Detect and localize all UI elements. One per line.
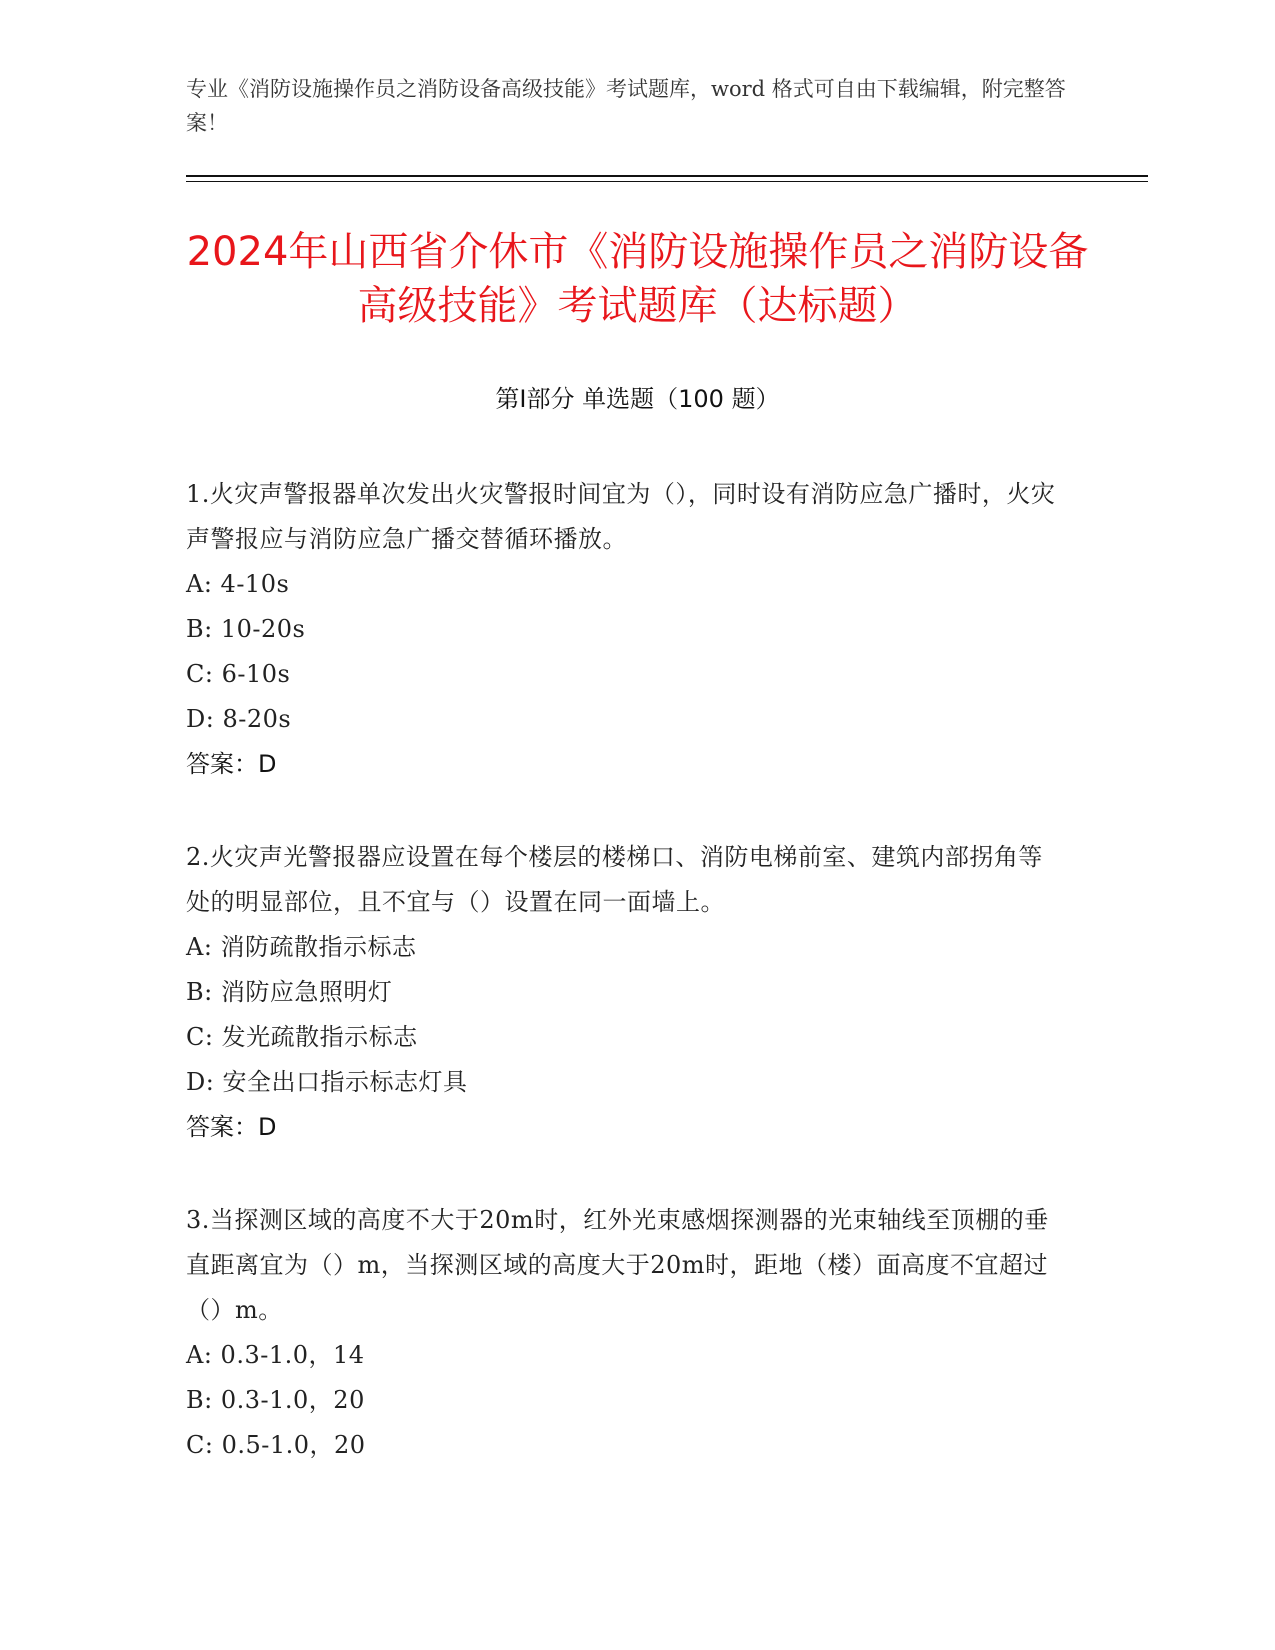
question-2 — [186, 835, 1066, 1150]
option-d: D: 安全出口指示标志灯具 — [186, 1068, 468, 1096]
option-d: D: 8-20s — [186, 705, 292, 733]
question-1 — [186, 472, 1066, 787]
option-b: B: 消防应急照明灯 — [186, 978, 393, 1006]
question-text: 2.火灾声光警报器应设置在每个楼层的楼梯口、消防电梯前室、建筑内部拐角等处的明显部位，且不宜与（）设置在同一面墙上。 — [186, 843, 1043, 916]
option-c: C: 0.5-1.0，20 — [186, 1431, 366, 1459]
option-b: B: 0.3-1.0，20 — [186, 1386, 365, 1414]
document-title: 2024年山西省介休市《消防设施操作员之消防设备高级技能》考试题库（达标题） — [186, 229, 1089, 329]
section-heading: 第Ⅰ部分 单选题（100 题） — [495, 385, 780, 413]
option-b: B: 10-20s — [186, 615, 306, 643]
option-c: C: 6-10s — [186, 660, 291, 688]
answer-line: 答案：D — [186, 1113, 277, 1141]
answer-line: 答案：D — [186, 750, 277, 778]
document-header-note: 专业《消防设施操作员之消防设备高级技能》考试题库，word 格式可自由下载编辑，附完整答案！ — [186, 77, 1066, 135]
question-3 — [186, 1198, 1066, 1468]
question-list — [186, 472, 1066, 1516]
header-divider-thick — [186, 175, 1148, 177]
option-a: A: 消防疏散指示标志 — [186, 933, 417, 961]
option-c: C: 发光疏散指示标志 — [186, 1023, 418, 1051]
question-text: 3.当探测区域的高度不大于20m时，红外光束感烟探测器的光束轴线至顶棚的垂直距离宜为（）m，当探测区域的高度大于20m时，距地（楼）面高度不宜超过（）m。 — [186, 1206, 1049, 1324]
header-divider-thin — [186, 181, 1148, 182]
question-text: 1.火灾声警报器单次发出火灾警报时间宜为（），同时设有消防应急广播时，火灾声警报应与消防应急广播交替循环播放。 — [186, 480, 1056, 553]
option-a: A: 0.3-1.0，14 — [186, 1341, 365, 1369]
option-a: A: 4-10s — [186, 570, 290, 598]
